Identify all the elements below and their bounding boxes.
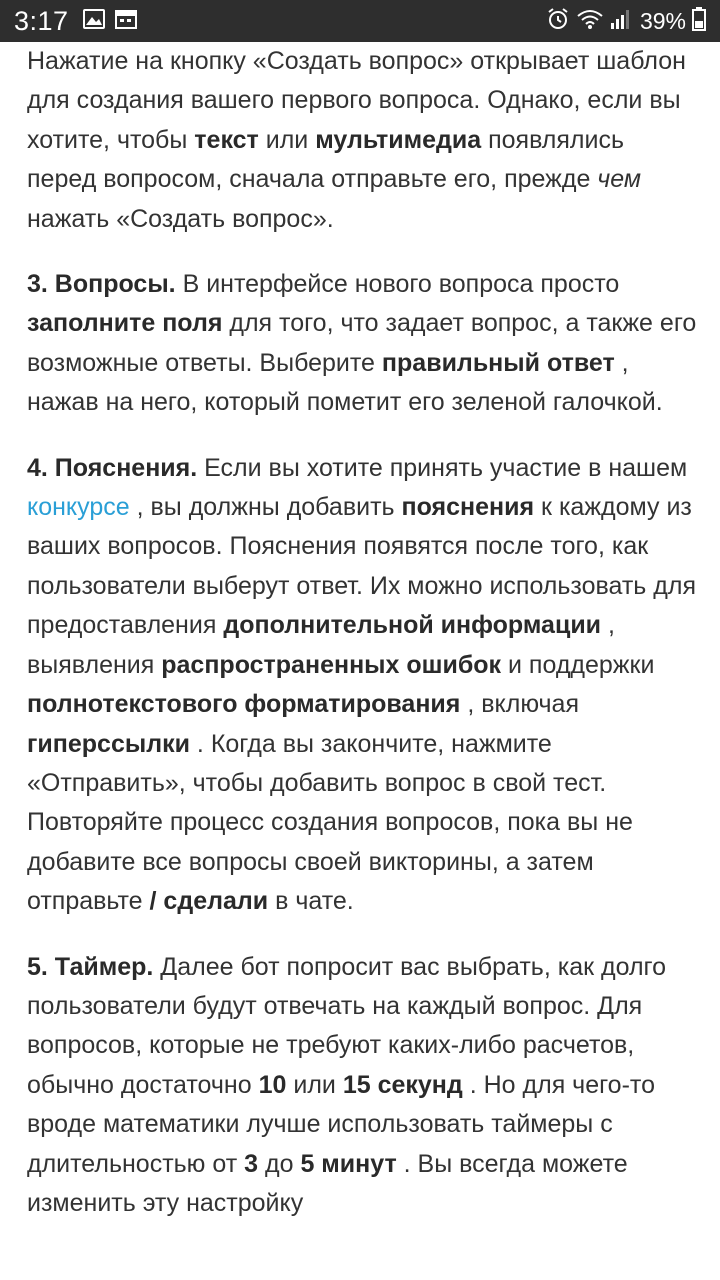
status-bar: [0, 0, 720, 42]
text: , включая: [460, 690, 579, 719]
text: к каждому из ваших вопросов. Пояснения появятся после того, как пользователи выберут ответ. Их можно использовать для предоставления: [27, 493, 696, 640]
bold-text: / сделали: [149, 887, 269, 916]
bold-text: заполните поля: [27, 309, 223, 338]
bold-text: правильный ответ: [381, 348, 615, 377]
status-time: 3:17: [14, 5, 69, 36]
battery-percent: 39%: [639, 7, 686, 34]
italic-text: чем: [597, 165, 641, 194]
contest-link[interactable]: конкурсе: [27, 493, 130, 522]
bold-text: 3: [244, 1149, 259, 1178]
section-heading: 5. Таймер.: [27, 952, 154, 981]
text: , нажав на него, который пометит его зеленой галочкой.: [27, 348, 663, 417]
bold-text: 15 секунд: [342, 1070, 463, 1099]
text: до: [258, 1149, 301, 1178]
section-heading: 4. Пояснения.: [27, 453, 198, 482]
text: Если вы хотите принять участие в нашем: [197, 453, 688, 482]
bold-text: 5 минут: [300, 1149, 397, 1178]
text: , выявления: [27, 611, 615, 679]
text: . Но для чего-то вроде математики лучше использовать таймеры с длительностью от: [27, 1070, 655, 1178]
wifi-icon: [576, 8, 604, 35]
paragraph-explanations: [27, 449, 699, 922]
paragraph-questions: [27, 265, 699, 423]
battery-icon: [692, 7, 706, 36]
bold-text: 10: [258, 1070, 287, 1099]
text: для того, что задает вопрос, а также его возможные ответы. Выберите: [27, 309, 697, 377]
text: в чате.: [268, 887, 354, 916]
article-body: [27, 42, 699, 1223]
text: Нажатие на кнопку «Создать вопрос» открывает шаблон для создания вашего первого вопроса. Однако, если вы хотите, чтобы: [27, 47, 686, 154]
text: появлялись перед вопросом, сначала отправьте его, прежде: [27, 125, 624, 194]
bold-text: распространенных ошибок: [161, 650, 502, 679]
text: нажать «Создать вопрос».: [27, 204, 334, 233]
text: , вы должны добавить: [129, 493, 402, 522]
paragraph-create-question: [27, 42, 699, 239]
text: и поддержки: [501, 650, 655, 679]
bold-text: полнотекстового форматирования: [27, 690, 461, 719]
bold-text: мультимедиа: [315, 125, 482, 154]
text: Далее бот попросит вас выбрать, как долго пользователи будут отвечать на каждый вопрос. Для вопросов, которые не требуют каких-либо расчетов, обычно достаточно: [27, 952, 667, 1099]
paragraph-timer: [27, 948, 699, 1224]
signal-icon: [610, 8, 632, 35]
alarm-icon: [546, 7, 570, 36]
text: или: [258, 125, 316, 154]
text: В интерфейсе нового вопроса просто: [175, 270, 620, 299]
text: . Вы всегда можете изменить эту настройку: [27, 1149, 628, 1217]
text: или: [286, 1070, 343, 1099]
bold-text: пояснения: [401, 493, 535, 522]
bold-text: текст: [194, 125, 259, 154]
section-heading: 3. Вопросы.: [27, 270, 176, 299]
text: . Когда вы закончите, нажмите «Отправить», чтобы добавить вопрос в свой тест. Повторяйте процесс создания вопросов, пока вы не добавите все вопросы своей викторины, а затем отправьте: [27, 729, 633, 916]
bold-text: дополнительной информации: [223, 611, 602, 640]
bold-text: гиперссылки: [27, 729, 190, 758]
image-icon: [83, 9, 105, 34]
calendar-icon: [115, 9, 137, 34]
